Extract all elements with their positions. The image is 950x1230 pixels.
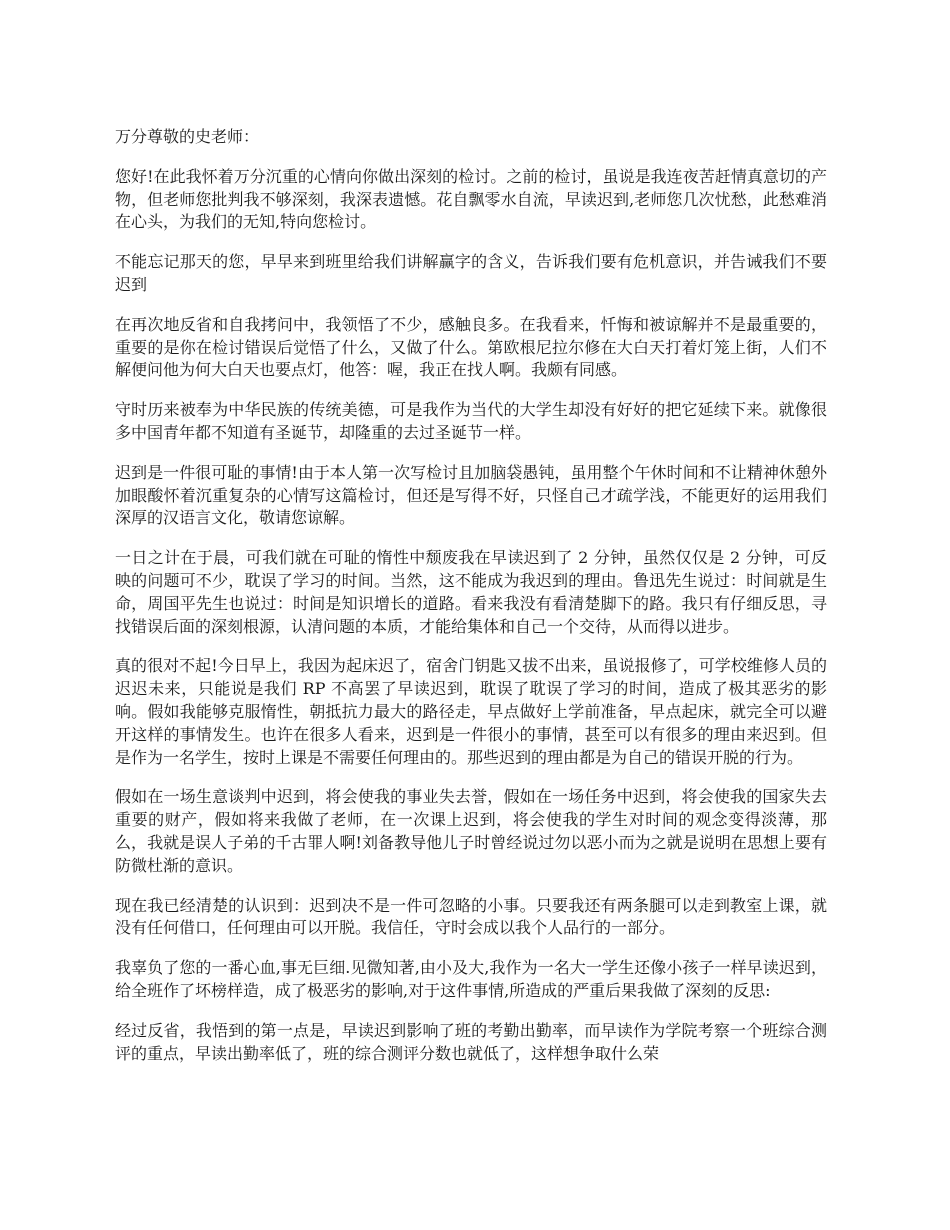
paragraph-8: 假如在一场生意谈判中迟到，将会使我的事业失去誉，假如在一场任务中迟到，将会使我的国家失去重要的财产，假如将来我做了老师，在一次课上迟到，将会使我的学生对时间的观念变得淡薄，那么，我就是误人子弟的千古罪人啊!刘备教导他儿子时曾经说过勿以恶小而为之就是说明在思想上要有防微杜渐的意识。 (115, 787, 827, 875)
paragraph-9: 现在我已经清楚的认识到：迟到决不是一件可忽略的小事。只要我还有两条腿可以走到教室上课，就没有任何借口，任何理由可以开脱。我信任，守时会成以我个人品行的一部分。 (115, 895, 827, 938)
paragraph-3: 在再次地反省和自我拷问中，我领悟了不少，感触良多。在我看来，忏悔和被谅解并不是最重要的，重要的是你在检讨错误后觉悟了什么，又做了什么。第欧根尼拉尔修在大白天打着灯笼上街，人们不解便问他为何大白天也要点灯，他答：喔，我正在找人啊。我颇有同感。 (115, 314, 827, 380)
paragraph-4: 守时历来被奉为中华民族的传统美德，可是我作为当代的大学生却没有好好的把它延续下来。就像很多中国青年都不知道有圣诞节，却隆重的去过圣诞节一样。 (115, 400, 827, 442)
paragraph-1: 您好!在此我怀着万分沉重的心情向你做出深刻的检讨。之前的检讨，虽说是我连夜苦赶情真意切的产物，但老师您批判我不够深刻，我深表遗憾。花自飘零水自流，早读迟到,老师您几次忧愁，此愁难消在心头，为我们的无知,特向您检讨。 (115, 166, 827, 232)
paragraph-10: 我辜负了您的一番心血,事无巨细.见微知著,由小及大,我作为一名大一学生还像小孩子一样早读迟到，给全班作了坏榜样造，成了极恶劣的影响,对于这件事情,所造成的严重后果我做了深刻的反思: (115, 958, 827, 1000)
paragraph-2: 不能忘记那天的您，早早来到班里给我们讲解赢字的含义，告诉我们要有危机意识，并告诫我们不要迟到 (115, 252, 827, 294)
salutation: 万分尊敬的史老师： (115, 127, 260, 146)
paragraph-5: 迟到是一件很可耻的事情!由于本人第一次写检讨且加脑袋愚钝，虽用整个午休时间和不让精神休憩外加眼酸怀着沉重复杂的心情写这篇检讨，但还是写得不好，只怪自己才疏学浅，不能更好的运用我们深厚的汉语言文化，敬请您谅解。 (115, 462, 827, 528)
letter-body (115, 126, 827, 1065)
paragraph-11: 经过反省，我悟到的第一点是，早读迟到影响了班的考勤出勤率，而早读作为学院考察一个班综合测评的重点，早读出勤率低了，班的综合测评分数也就低了，这样想争取什么荣 (115, 1020, 827, 1063)
paragraph-7: 真的很对不起!今日早上，我因为起床迟了，宿舍门钥匙又拔不出来，虽说报修了，可学校维修人员的迟迟未来，只能说是我们 RP 不高罢了早读迟到，耽误了耽误了学习的时间，造成了极其恶劣的影响。假如我能够克服惰性，朝抵抗力最大的路径走，早点做好上学前准备，早点起床，就完全可以避开这样的事情发生。也许在很多人看来，迟到是一件很小的事情，甚至可以有很多的理由来迟到。但是作为一名学生，按时上课是不需要任何理由的。那些迟到的理由都是为自己的错误开脱的行为。 (115, 656, 827, 767)
paragraph-6: 一日之计在于晨，可我们就在可耻的惰性中颓废我在早读迟到了 2 分钟，虽然仅仅是 2 分钟，可反映的问题可不少，耽误了学习的时间。当然，这不能成为我迟到的理由。鲁迅先生说过：时间就是生命，周国平先生也说过：时间是知识增长的道路。看来我没有看清楚脚下的路。我只有仔细反思，寻找错误后面的深刻根源，认清问题的本质，才能给集体和自己一个交待，从而得以进步。 (115, 548, 827, 636)
